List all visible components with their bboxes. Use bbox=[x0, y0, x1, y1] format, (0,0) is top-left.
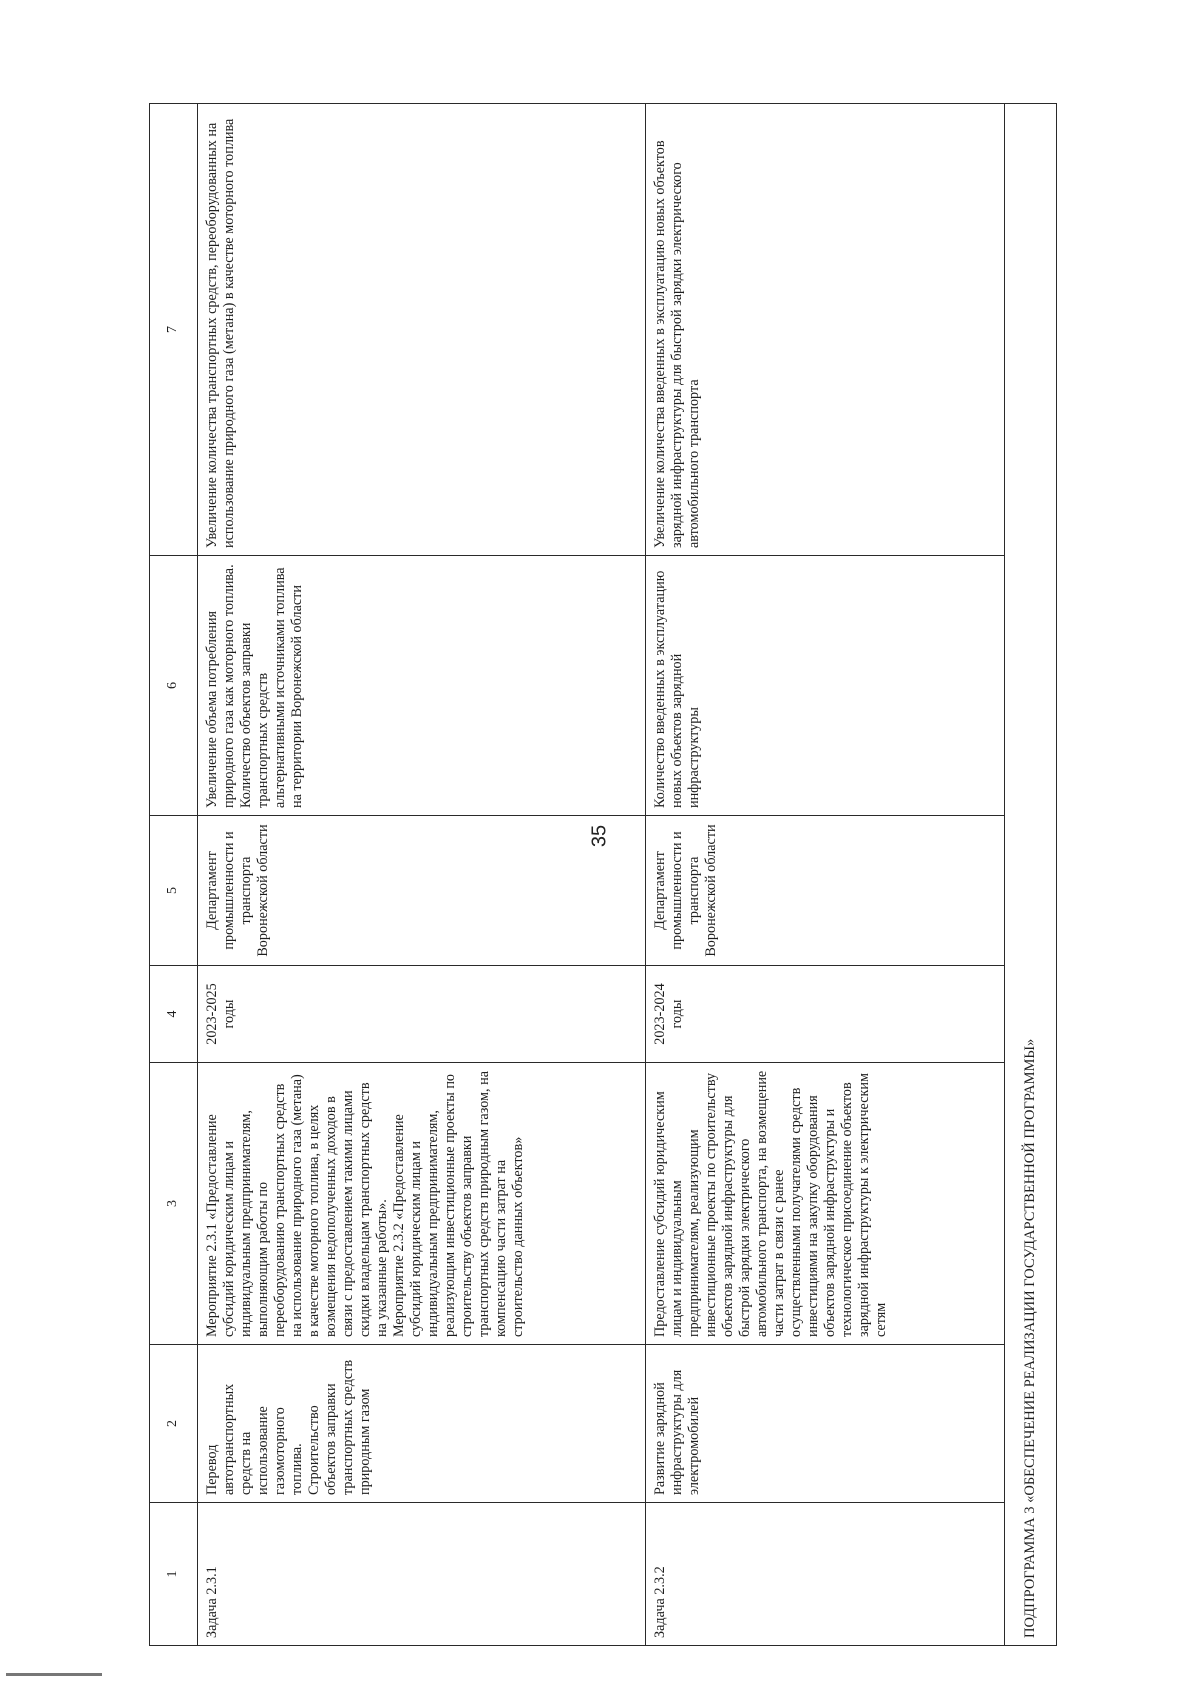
executor-cell: Департамент промышленности и транспорта Воронежской области bbox=[646, 816, 1005, 966]
measure-cell: Предоставление субсидий юридическим лицам и индивидуальным предпринимателям, реализующим инвестиционные проекты по строительству объектов зарядной инфраструктуры для быстрой зарядки электрического автомобильного транспорта, на возмещение части затрат в связи с ранее осуществленными получателями средств инвестициями на закупку оборудования объектов зарядной инфраструктуры и технологическое присоединение объектов зарядной инфраструктуры к электрическим сетям bbox=[646, 1063, 1005, 1345]
column-number: 1 bbox=[150, 1503, 198, 1646]
result-cell: Увеличение количества введенных в эксплуатацию новых объектов зарядной инфраструктуры для быстрой зарядки электрического автомобильного транспорта bbox=[646, 104, 1005, 556]
rotated-table-sheet bbox=[149, 104, 1057, 1646]
column-number: 7 bbox=[150, 104, 198, 556]
result-cell: Увеличение количества транспортных средств, переоборудованных на использование природного газа (метана) в качестве моторного топлива bbox=[197, 104, 645, 556]
executor-cell: Департамент промышленности и транспорта Воронежской области bbox=[197, 816, 645, 966]
column-number-row bbox=[150, 104, 198, 1646]
column-number: 6 bbox=[150, 556, 198, 816]
period-cell: 2023-2024 годы bbox=[646, 966, 1005, 1063]
task-cell: Задача 2.3.1 bbox=[197, 1503, 645, 1646]
column-number: 5 bbox=[150, 816, 198, 966]
column-number: 2 bbox=[150, 1345, 198, 1503]
goal-cell: Перевод автотранспортных средств на использование газомоторного топлива. Строительство объектов заправки транспортных средств природным газом bbox=[197, 1345, 645, 1503]
measure-cell bbox=[197, 1063, 645, 1345]
measure-text: Мероприятие 2.3.1 «Предоставление субсидий юридическим лицам и индивидуальным предпринимателям, выполняющим работы по переоборудованию транспортных средств на использование природного газа (метана) в качестве моторного топлива, в целях возмещения недополученных доходов в связи с предоставлением такими лицами скидки владельцам транспортных средств на указанные работы». bbox=[203, 1074, 390, 1337]
measure-text: Мероприятие 2.3.2 «Предоставление субсидий юридическим лицам и индивидуальным предпринимателям, реализующим инвестиционные проекты по строительству объектов заправки транспортных средств природным газом, на компенсацию части затрат на строительство данных объектов» bbox=[390, 1070, 527, 1337]
table-row bbox=[197, 104, 645, 1646]
subprogram-heading: ПОДПРОГРАММА 3 «ОБЕСПЕЧЕНИЕ РЕАЛИЗАЦИИ ГОСУДАРСТВЕННОЙ ПРОГРАММЫ» bbox=[1005, 104, 1057, 1646]
scan-edge-mark bbox=[6, 1673, 102, 1676]
column-number: 3 bbox=[150, 1063, 198, 1345]
indicator-cell: Количество введенных в эксплуатацию новых объектов зарядной инфраструктуры bbox=[646, 556, 1005, 816]
goal-cell: Развитие зарядной инфраструктуры для электромобилей bbox=[646, 1345, 1005, 1503]
column-number: 4 bbox=[150, 966, 198, 1063]
period-cell: 2023-2025 годы bbox=[197, 966, 645, 1063]
indicator-cell: Увеличение объема потребления природного газа как моторного топлива. Количество объектов заправки транспортных средств альтернативными источниками топлива на территории Воронежской области bbox=[197, 556, 645, 816]
subprogram-row bbox=[1005, 104, 1057, 1646]
program-table bbox=[149, 103, 1057, 1646]
page-number: 35 bbox=[588, 824, 611, 848]
task-cell: Задача 2.3.2 bbox=[646, 1503, 1005, 1646]
table-row bbox=[646, 104, 1005, 1646]
